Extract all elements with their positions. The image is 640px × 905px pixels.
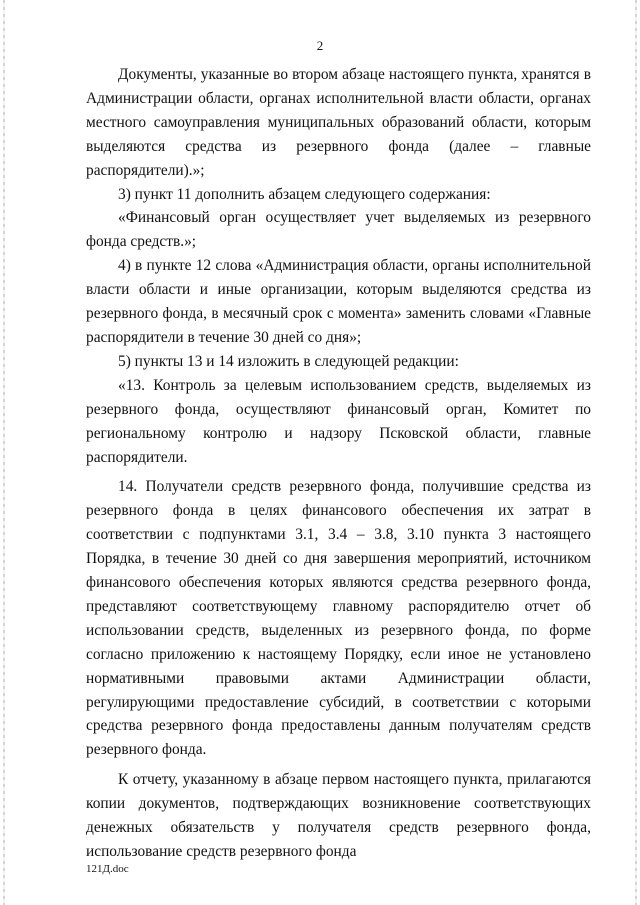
file-name-footer: 121Д.doc	[86, 863, 129, 875]
paragraph: «13. Контроль за целевым использованием средств, выделяемых из резервного фонда, осуществляют финансовый орган, Комитет по региональному контролю и надзору Псковской области, главные распорядители.	[86, 376, 591, 466]
paragraph: «Финансовый орган осуществляет учет выделяемых из резервного фонда средств.»;	[86, 209, 591, 251]
paragraph: Документы, указанные во втором абзаце настоящего пункта, хранятся в Администрации области, органах исполнительной власти области, органах местного самоуправления муниципальных образований области, которым выделяются средства из резервного фонда (далее – главные распорядители).»;	[86, 66, 591, 179]
paragraph: 14. Получатели средств резервного фонда, получившие средства из резервного фонда в целях финансового обеспечения их затрат в соответствии с подпунктами 3.1, 3.4 – 3.8, 3.10 пункта 3 настоящего Порядка, в течение 30 дней со дня завершения мероприятий, источником финансового обеспечения которых являются средства резервного фонда, представляют соответствующему главному распорядителю отчет об использовании средств, выделенных из резервного фонда, по форме согласно приложению к настоящему Порядку, если иное не установлено нормативными правовыми актами Администрации области, регулирующими предоставление субсидий, в соответствии с которыми средства резервного фонда предоставлены данным получателям средств резервного фонда.	[86, 478, 591, 759]
document-body	[86, 63, 591, 864]
page-number: 2	[316, 38, 324, 53]
scan-edge-right	[635, 0, 637, 905]
paragraph: 3) пункт 11 дополнить абзацем следующего содержания:	[118, 185, 491, 203]
paragraph: 4) в пункте 12 слова «Администрация области, органы исполнительной власти области и иные организации, которым выделяются средства из резервного фонда, в месячный срок с момента» заменить словами «Главные распорядители в течение 30 дней со дня»;	[86, 257, 591, 346]
paragraph: К отчету, указанному в абзаце первом настоящего пункта, прилагаются копии документов, подтверждающих возникновение соответствующих денежных обязательств у получателя средств резервного фонда, использование средств резервного фонда	[86, 771, 591, 860]
scan-edge-left	[3, 0, 5, 905]
paragraph: 5) пункты 13 и 14 изложить в следующей редакции:	[118, 352, 459, 370]
